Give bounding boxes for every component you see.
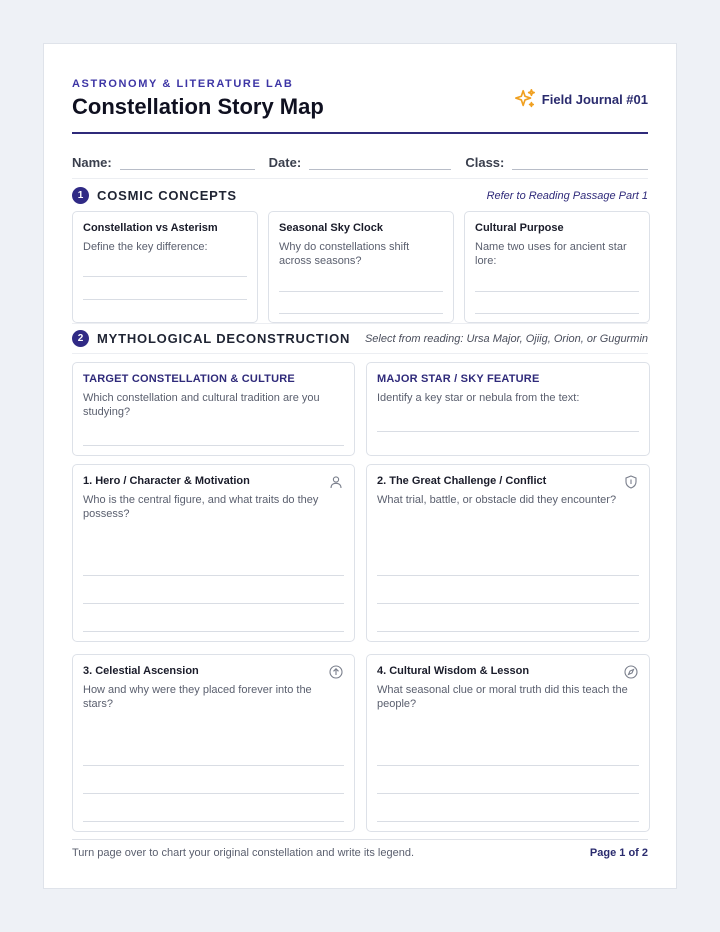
header-kicker: ASTRONOMY & LITERATURE LAB: [72, 78, 294, 90]
card-prompt: Why do constellations shift across seasons?: [279, 241, 410, 267]
answer-line[interactable]: [377, 631, 639, 632]
name-line[interactable]: [120, 154, 255, 170]
card-prompt: Who is the central figure, and what traits do they possess?: [83, 494, 319, 520]
target-constellation-card: [72, 362, 355, 456]
arrow-up-circle-icon: [329, 665, 343, 679]
date-line[interactable]: [309, 154, 451, 170]
card-title: 3. Celestial Ascension: [83, 665, 199, 677]
footer-divider: [72, 839, 648, 840]
answer-line[interactable]: [83, 821, 344, 822]
story-box-challenge: [366, 464, 650, 642]
card-title: MAJOR STAR / SKY FEATURE: [377, 373, 540, 385]
class-field[interactable]: [465, 148, 648, 170]
card-prompt: How and why were they placed forever into the stars?: [83, 684, 312, 710]
story-box-wisdom: [366, 654, 650, 832]
date-label: Date:: [268, 155, 302, 170]
card-title: Constellation vs Asterism: [83, 222, 218, 234]
answer-line[interactable]: [475, 291, 639, 292]
class-line[interactable]: [512, 154, 648, 170]
answer-line[interactable]: [83, 445, 344, 446]
section-title: MYTHOLOGICAL DECONSTRUCTION: [97, 331, 351, 346]
card-title: Cultural Purpose: [475, 222, 564, 234]
section-number: 1: [72, 187, 89, 204]
card-prompt: What seasonal clue or moral truth did this teach the people?: [377, 684, 628, 710]
card-title: 2. The Great Challenge / Conflict: [377, 475, 547, 487]
answer-line[interactable]: [377, 431, 639, 432]
page-number: Page 1 of 2: [589, 847, 648, 859]
answer-line[interactable]: [83, 793, 344, 794]
header-divider: [72, 132, 648, 134]
section-title: COSMIC CONCEPTS: [97, 188, 237, 203]
page-title: Constellation Story Map: [72, 94, 324, 119]
journal-label: Field Journal #01: [541, 91, 648, 107]
date-field[interactable]: [269, 148, 452, 170]
person-icon: [329, 475, 343, 489]
footer-note: Turn page over to chart your original constellation and write its legend.: [72, 847, 415, 859]
answer-line[interactable]: [279, 291, 443, 292]
answer-line[interactable]: [377, 793, 639, 794]
concept-card: [268, 211, 454, 323]
answer-line[interactable]: [279, 313, 443, 314]
student-info-row: [72, 148, 648, 170]
section-1-header: [72, 187, 648, 204]
answer-line[interactable]: [83, 575, 344, 576]
card-prompt: Which constellation and cultural tradition are you studying?: [83, 392, 320, 418]
answer-line[interactable]: [475, 313, 639, 314]
card-prompt: Name two uses for ancient star lore:: [475, 241, 627, 267]
answer-line[interactable]: [83, 276, 247, 277]
card-prompt: What trial, battle, or obstacle did they encounter?: [377, 494, 617, 506]
worksheet-page: [43, 43, 677, 889]
journal-badge: [514, 88, 648, 110]
concept-card: [464, 211, 650, 323]
card-prompt: Identify a key star or nebula from the text:: [377, 392, 580, 404]
concept-card: [72, 211, 258, 323]
section-number: 2: [72, 330, 89, 347]
sparkle-icon: [514, 88, 536, 110]
answer-line[interactable]: [83, 603, 344, 604]
answer-line[interactable]: [83, 631, 344, 632]
answer-line[interactable]: [377, 765, 639, 766]
divider: [72, 323, 648, 324]
card-title: 1. Hero / Character & Motivation: [83, 475, 250, 487]
answer-line[interactable]: [83, 299, 247, 300]
divider: [72, 178, 648, 179]
compass-icon: [624, 665, 638, 679]
answer-line[interactable]: [83, 765, 344, 766]
card-title: TARGET CONSTELLATION & CULTURE: [83, 373, 295, 385]
story-box-hero: [72, 464, 355, 642]
section-hint: Refer to Reading Passage Part 1: [486, 189, 648, 202]
divider: [72, 353, 648, 354]
story-box-ascension: [72, 654, 355, 832]
card-title: Seasonal Sky Clock: [279, 222, 383, 234]
class-label: Class:: [465, 155, 505, 170]
answer-line[interactable]: [377, 603, 639, 604]
name-field[interactable]: [72, 148, 255, 170]
section-2-header: [72, 330, 648, 347]
card-title: 4. Cultural Wisdom & Lesson: [377, 665, 530, 677]
sky-feature-card: [366, 362, 650, 456]
answer-line[interactable]: [377, 575, 639, 576]
section-hint: Select from reading: Ursa Major, Ojiig, Orion, or Gugurmin: [364, 332, 648, 345]
answer-line[interactable]: [377, 821, 639, 822]
name-label: Name:: [72, 155, 112, 170]
card-prompt: Define the key difference:: [83, 241, 208, 253]
shield-icon: [624, 475, 638, 489]
